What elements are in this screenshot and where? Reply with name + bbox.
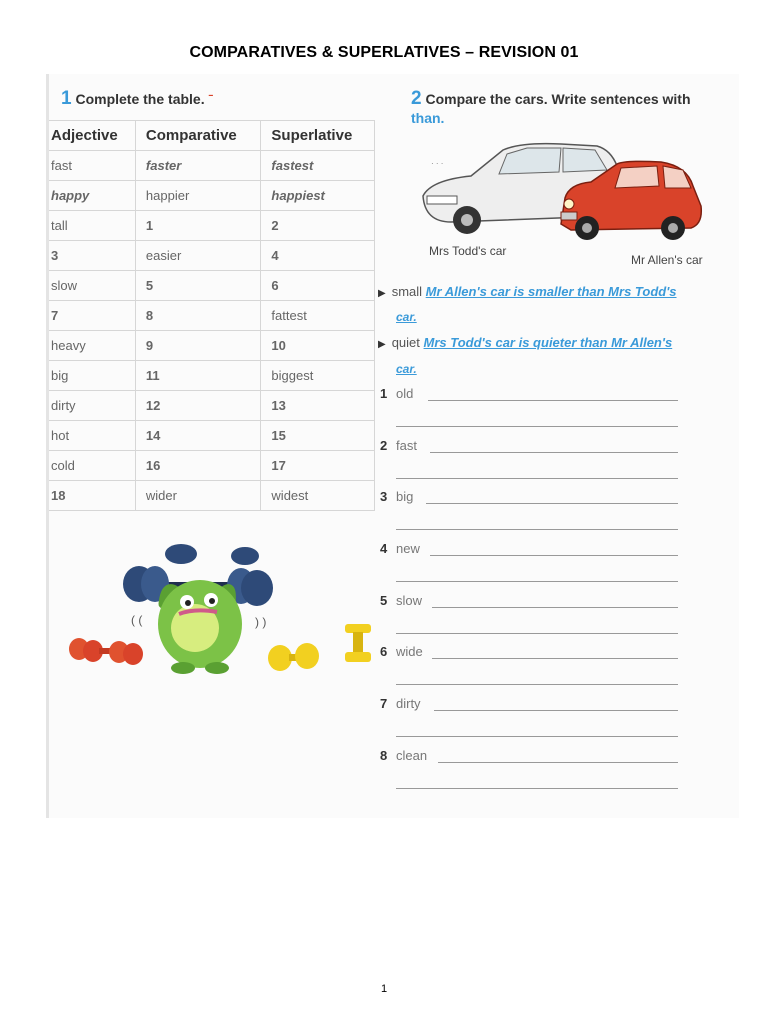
superlative-cell: 15 [261,421,375,451]
table-row [49,301,375,331]
header-superlative: Superlative [261,121,375,151]
item-word: slow [396,593,423,608]
table-row [49,271,375,301]
superlative-cell: happiest [261,181,375,211]
monster-weights-illustration [55,544,375,694]
item-number: 3 [380,489,388,504]
answer-line[interactable] [430,555,678,556]
adjective-cell: 3 [49,241,135,271]
table-row [49,211,375,241]
comparative-cell: 5 [135,271,261,301]
superlative-cell: fattest [261,301,375,331]
example-2-answer: Mrs Todd's car is quieter than Mr Allen's [423,335,673,350]
table-row [49,181,375,211]
item-number: 2 [380,438,388,453]
exercise-2-item [380,438,678,490]
adjective-cell: fast [49,151,135,181]
answer-line[interactable] [396,426,678,427]
item-word: fast [396,438,417,453]
example-1-answer: Mr Allen's car is smaller than Mrs Todd's [425,284,677,299]
comparative-cell: faster [135,151,261,181]
item-number: 1 [380,386,388,401]
superlative-cell: 4 [261,241,375,271]
exercise-2-item [380,489,678,541]
comparative-cell: happier [135,181,261,211]
answer-line[interactable] [396,581,678,582]
item-word: wide [396,644,423,659]
answer-line[interactable] [432,658,678,659]
answer-line[interactable] [430,452,678,453]
exercise-2-item [380,696,678,748]
table-row [49,391,375,421]
svg-text:· · ·: · · · [431,159,444,168]
superlative-cell: widest [261,481,375,511]
answer-line[interactable] [396,478,678,479]
svg-text:) ): ) ) [255,615,267,629]
answer-line[interactable] [396,684,678,685]
yellow-dumbbells [268,624,371,671]
item-number: 6 [380,644,388,659]
document-title: COMPARATIVES & SUPERLATIVES – REVISION 01 [189,44,579,61]
table-row [49,481,375,511]
item-word: dirty [396,696,421,711]
adjective-cell: heavy [49,331,135,361]
mrs-todds-car-label: Mrs Todd's car [429,244,507,258]
item-number: 5 [380,593,388,608]
superlative-cell: 17 [261,451,375,481]
answer-line[interactable] [396,633,678,634]
header-adjective: Adjective [49,121,135,151]
answer-line[interactable] [432,607,678,608]
answer-line[interactable] [396,736,678,737]
exercise-1-heading: 1 Complete the table. ˉ [61,88,214,109]
example-2-answer-continued: car. [396,362,417,376]
item-number: 4 [380,541,388,556]
exercise-1-number: 1 [61,88,72,109]
exercise-2-instruction: Compare the cars. Write sentences with [425,91,691,107]
mr-allens-car-label: Mr Allen's car [631,253,703,267]
green-monster [123,544,273,674]
triangle-bullet-icon: ▶ [378,288,386,299]
comparative-cell: 14 [135,421,261,451]
superlative-cell: fastest [261,151,375,181]
adjective-cell: tall [49,211,135,241]
item-word: big [396,489,414,504]
adjective-cell: dirty [49,391,135,421]
example-2-word: quiet [391,335,420,350]
item-word: old [396,386,414,401]
adjective-cell: hot [49,421,135,451]
comparative-cell: 12 [135,391,261,421]
exercise-2-item [380,748,678,800]
answer-line[interactable] [396,788,678,789]
red-dumbbell [69,638,143,665]
adjective-cell: cold [49,451,135,481]
triangle-bullet-icon: ▶ [378,339,386,350]
exercise-1-instruction: Complete the table. [75,91,205,107]
exercise-2-item [380,541,678,593]
superlative-cell: biggest [261,361,375,391]
item-word: clean [396,748,428,763]
answer-line[interactable] [428,400,678,401]
comparative-cell: wider [135,481,261,511]
item-word: new [396,541,420,556]
table-row [49,151,375,181]
item-number: 7 [380,696,388,711]
table-row [49,361,375,391]
header-comparative: Comparative [135,121,261,151]
table-row [49,331,375,361]
exercise-2-highlight: than. [411,110,445,126]
adjective-cell: happy [49,181,135,211]
example-1-word: small [391,284,423,299]
superlative-cell: 6 [261,271,375,301]
example-1-answer-continued: car. [396,310,417,324]
comparative-cell: 11 [135,361,261,391]
answer-line[interactable] [396,529,678,530]
comparative-cell: 8 [135,301,261,331]
answer-line[interactable] [434,710,678,711]
item-number: 8 [380,748,388,763]
adjective-cell: 7 [49,301,135,331]
comparative-cell: 1 [135,211,261,241]
comparative-cell: 9 [135,331,261,361]
adjective-cell: big [49,361,135,391]
svg-text:( (: ( ( [131,613,143,627]
answer-line[interactable] [426,503,678,504]
table-row [49,241,375,271]
example-2 [378,330,672,358]
adjective-cell: slow [49,271,135,301]
superlative-cell: 2 [261,211,375,241]
adjective-cell: 18 [49,481,135,511]
exercise-2-number: 2 [411,88,422,109]
table-row [49,451,375,481]
table-header-row [49,121,375,151]
exercise-2-item [380,386,678,438]
example-1 [378,279,677,307]
superlative-cell: 10 [261,331,375,361]
answer-line[interactable] [438,762,678,763]
comparative-cell: easier [135,241,261,271]
exercise-2-heading [411,89,731,128]
exercise-2-item [380,644,678,696]
superlative-cell: 13 [261,391,375,421]
page-number: 1 [380,983,388,995]
comparative-cell: 16 [135,451,261,481]
adjective-table [49,120,375,511]
table-row [49,421,375,451]
cars-illustration [411,136,731,256]
exercise-2-item [380,593,678,645]
